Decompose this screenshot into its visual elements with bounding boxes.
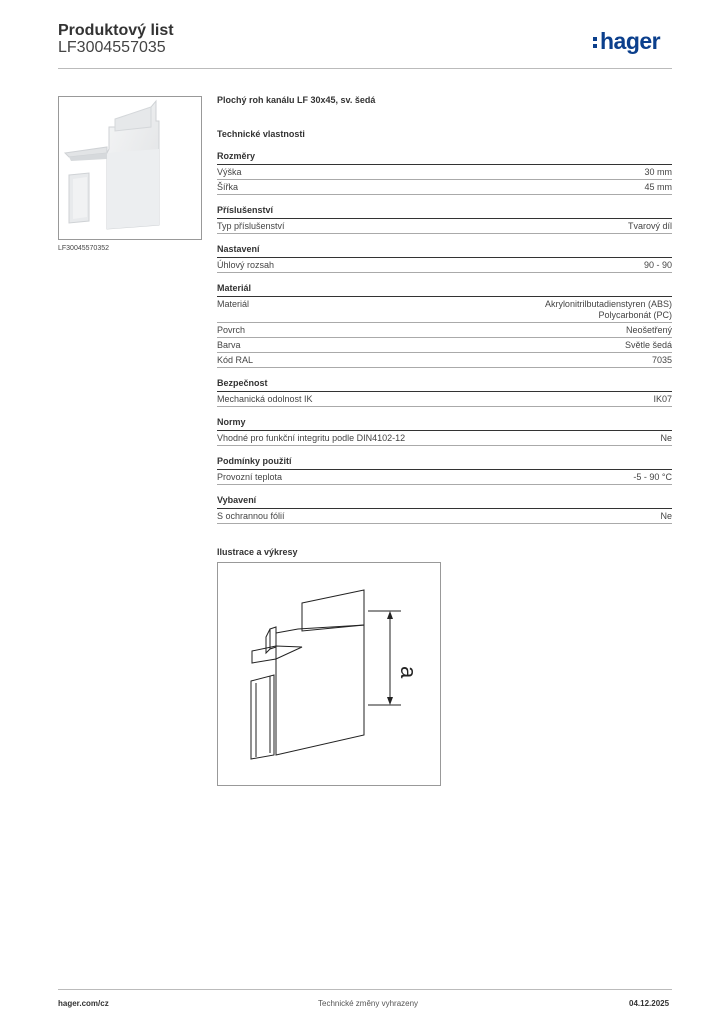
group-title: Nastavení <box>217 244 672 258</box>
technical-drawing <box>217 562 441 786</box>
spec-value: Tvarový díl <box>627 221 672 231</box>
group-title: Normy <box>217 417 672 431</box>
spec-value: Ne <box>660 433 672 443</box>
group-accessories <box>217 205 672 234</box>
spec-label: S ochrannou fólií <box>217 511 285 521</box>
spec-label: Provozní teplota <box>217 472 283 482</box>
spec-label: Vhodné pro funkční integritu podle DIN4102-12 <box>217 433 406 443</box>
group-material <box>217 283 672 368</box>
spec-row <box>217 258 672 273</box>
spec-value: 7035 <box>651 355 672 365</box>
group-settings <box>217 244 672 273</box>
group-title: Vybavení <box>217 495 672 509</box>
spec-row <box>217 219 672 234</box>
spec-value: 30 mm <box>644 167 672 177</box>
spec-row <box>217 392 672 407</box>
illustrations-heading: Ilustrace a výkresy <box>217 547 298 557</box>
group-conditions <box>217 456 672 485</box>
flat-corner-drawing-icon <box>218 563 440 785</box>
tech-heading: Technické vlastnosti <box>217 129 305 139</box>
product-name: Plochý roh kanálu LF 30x45, sv. šedá <box>217 95 376 105</box>
product-details <box>217 95 672 557</box>
spec-row <box>217 297 672 323</box>
flat-corner-photo-icon <box>59 97 201 239</box>
spec-row <box>217 323 672 338</box>
footer-date: 04.12.2025 <box>629 999 670 1008</box>
spec-value: Neošetřený <box>625 325 672 335</box>
spec-label: Kód RAL <box>217 355 254 365</box>
spec-value: 90 - 90 <box>643 260 672 270</box>
footer-divider <box>58 989 672 990</box>
header-divider <box>58 68 672 69</box>
group-title: Materiál <box>217 283 672 297</box>
dimension-label: a <box>396 666 421 679</box>
spec-row <box>217 431 672 446</box>
spec-row <box>217 353 672 368</box>
spec-value: Akrylonitrilbutadienstyren (ABS) <box>544 299 672 309</box>
spec-row <box>217 165 672 180</box>
spec-value: 45 mm <box>644 182 672 192</box>
group-title: Bezpečnost <box>217 378 672 392</box>
spec-row <box>217 338 672 353</box>
spec-label: Mechanická odolnost IK <box>217 394 313 404</box>
spec-value: Ne <box>660 511 672 521</box>
spec-value: Polycarbonát (PC) <box>598 310 672 320</box>
group-title: Podmínky použití <box>217 456 672 470</box>
spec-label: Povrch <box>217 325 246 335</box>
hager-logo <box>593 28 660 55</box>
spec-label: Úhlový rozsah <box>217 260 275 270</box>
group-equipment <box>217 495 672 524</box>
photo-caption: LF30045570352 <box>58 245 109 252</box>
spec-row <box>217 509 672 524</box>
spec-row <box>217 180 672 195</box>
logo-dots-icon <box>593 34 599 50</box>
spec-label: Šířka <box>217 182 239 192</box>
group-standards <box>217 417 672 446</box>
spec-label: Materiál <box>217 299 250 309</box>
spec-value: Světle šedá <box>624 340 672 350</box>
page-title: Produktový list <box>58 22 174 39</box>
spec-label: Barva <box>217 340 241 350</box>
spec-label: Typ příslušenství <box>217 221 285 231</box>
group-dimensions <box>217 151 672 195</box>
footer-website: hager.com/cz <box>58 999 109 1008</box>
spec-row <box>217 470 672 485</box>
spec-label: Výška <box>217 167 242 177</box>
product-code: LF3004557035 <box>58 39 166 56</box>
footer-note: Technické změny vyhrazeny <box>318 999 419 1008</box>
logo-text: hager <box>600 28 661 54</box>
group-title: Příslušenství <box>217 205 672 219</box>
product-photo <box>58 96 202 240</box>
spec-value: IK07 <box>653 394 672 404</box>
group-title: Rozměry <box>217 151 672 165</box>
group-safety <box>217 378 672 407</box>
spec-value: -5 - 90 °C <box>633 472 672 482</box>
